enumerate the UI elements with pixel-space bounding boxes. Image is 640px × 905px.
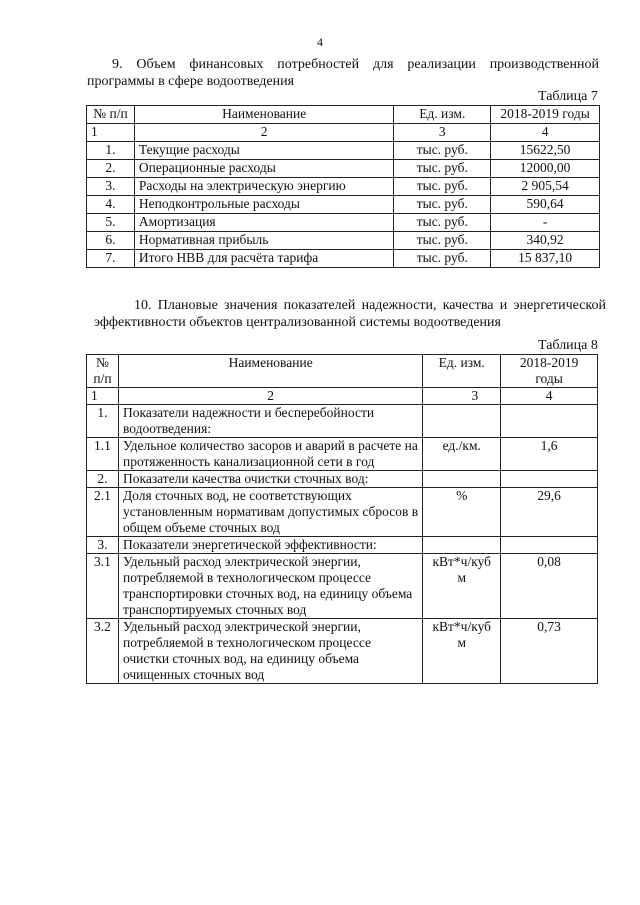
row-number: 2. <box>87 471 119 488</box>
table7-index-cell: 4 <box>491 124 600 142</box>
row-unit: тыс. руб. <box>394 142 491 160</box>
row-number: 2. <box>87 160 135 178</box>
row-name: Расходы на электрическую энергию <box>134 178 393 196</box>
row-value: 1,6 <box>501 438 598 471</box>
table8-header-value: 2018-2019 годы <box>501 355 598 388</box>
row-unit: тыс. руб. <box>394 160 491 178</box>
row-number: 1. <box>87 142 135 160</box>
row-number: 4. <box>87 196 135 214</box>
table7-caption: Таблица 7 <box>538 89 598 104</box>
row-number: 3. <box>87 537 119 554</box>
row-unit: тыс. руб. <box>394 196 491 214</box>
table7-header-unit: Ед. изм. <box>394 106 491 124</box>
row-name: Удельный расход электрической энергии, потребляемой в технологическом процессе транспортировки сточных вод, на единицу объема транспортируемых сточных вод <box>118 554 422 619</box>
table7-index-row <box>87 124 600 142</box>
row-number: 2.1 <box>87 488 119 537</box>
table8-index-cell: 2 <box>118 388 422 405</box>
row-value: 15 837,10 <box>491 250 600 268</box>
row-name: Удельный расход электрической энергии, потребляемой в технологическом процессе очистки сточных вод, на единицу объема очищенных сточных вод <box>118 619 422 684</box>
table-row <box>87 554 598 619</box>
table-row <box>87 142 600 160</box>
row-number: 1. <box>87 405 119 438</box>
row-unit: кВт*ч/куб м <box>423 619 501 684</box>
table8-index-cell: 3 <box>423 388 501 405</box>
row-name: Неподконтрольные расходы <box>134 196 393 214</box>
row-name: Амортизация <box>134 214 393 232</box>
row-unit: % <box>423 488 501 537</box>
table8-header-name: Наименование <box>118 355 422 388</box>
row-name: Показатели качества очистки сточных вод: <box>118 471 422 488</box>
row-number: 1.1 <box>87 438 119 471</box>
row-value <box>501 471 598 488</box>
table-row <box>87 405 598 438</box>
table-row <box>87 232 600 250</box>
row-value: 340,92 <box>491 232 600 250</box>
table7 <box>86 105 600 268</box>
table-row <box>87 160 600 178</box>
row-name: Нормативная прибыль <box>134 232 393 250</box>
table7-header-name: Наименование <box>134 106 393 124</box>
table8 <box>86 354 598 684</box>
row-value: 0,73 <box>501 619 598 684</box>
table-row <box>87 196 600 214</box>
row-unit: тыс. руб. <box>394 178 491 196</box>
table7-header-row <box>87 106 600 124</box>
table-row <box>87 537 598 554</box>
row-value: 15622,50 <box>491 142 600 160</box>
row-name: Операционные расходы <box>134 160 393 178</box>
row-name: Текущие расходы <box>134 142 393 160</box>
table-row <box>87 619 598 684</box>
section9-heading <box>87 56 599 90</box>
row-number: 3.2 <box>87 619 119 684</box>
row-value: 590,64 <box>491 196 600 214</box>
table-row <box>87 178 600 196</box>
table8-header-row <box>87 355 598 388</box>
row-number: 5. <box>87 214 135 232</box>
table-row <box>87 250 600 268</box>
row-value <box>501 537 598 554</box>
row-number: 3.1 <box>87 554 119 619</box>
row-unit: тыс. руб. <box>394 232 491 250</box>
table-row <box>87 488 598 537</box>
row-unit: тыс. руб. <box>394 250 491 268</box>
row-value: - <box>491 214 600 232</box>
row-unit: тыс. руб. <box>394 214 491 232</box>
table8-caption: Таблица 8 <box>538 338 598 353</box>
table8-header-num: № п/п <box>87 355 119 388</box>
row-name: Показатели энергетической эффективности: <box>118 537 422 554</box>
row-name: Доля сточных вод, не соответствующих установленным нормативам допустимых сбросов в общем объеме сточных вод <box>118 488 422 537</box>
row-unit <box>423 537 501 554</box>
row-value: 2 905,54 <box>491 178 600 196</box>
row-name: Итого НВВ для расчёта тарифа <box>134 250 393 268</box>
page-number: 4 <box>317 35 323 49</box>
row-value: 12000,00 <box>491 160 600 178</box>
row-name: Удельное количество засоров и аварий в расчете на протяженность канализационной сети в год <box>118 438 422 471</box>
row-number: 7. <box>87 250 135 268</box>
table-row <box>87 438 598 471</box>
row-value <box>501 405 598 438</box>
table7-index-cell: 2 <box>134 124 393 142</box>
section9-heading-line1: 9. Объем финансовых потребностей для реализации производственной <box>112 57 599 72</box>
row-number: 3. <box>87 178 135 196</box>
row-number: 6. <box>87 232 135 250</box>
table7-header-value: 2018-2019 годы <box>491 106 600 124</box>
table8-index-cell: 4 <box>501 388 598 405</box>
table7-index-cell: 1 <box>87 124 135 142</box>
section10-heading: 10. Плановые значения показателей надежности, качества и энергетической эффективности объектов централизованной системы водоотведения <box>94 298 606 330</box>
row-unit <box>423 405 501 438</box>
table8-header-unit: Ед. изм. <box>423 355 501 388</box>
row-unit: кВт*ч/куб м <box>423 554 501 619</box>
table8-index-row <box>87 388 598 405</box>
table8-index-cell: 1 <box>87 388 119 405</box>
section9-heading-line2: программы в сфере водоотведения <box>87 74 295 89</box>
row-value: 29,6 <box>501 488 598 537</box>
row-unit <box>423 471 501 488</box>
table-row <box>87 471 598 488</box>
table7-header-num: № п/п <box>87 106 135 124</box>
row-unit: ед./км. <box>423 438 501 471</box>
row-name: Показатели надежности и бесперебойности водоотведения: <box>118 405 422 438</box>
row-value: 0,08 <box>501 554 598 619</box>
table7-index-cell: 3 <box>394 124 491 142</box>
table-row <box>87 214 600 232</box>
